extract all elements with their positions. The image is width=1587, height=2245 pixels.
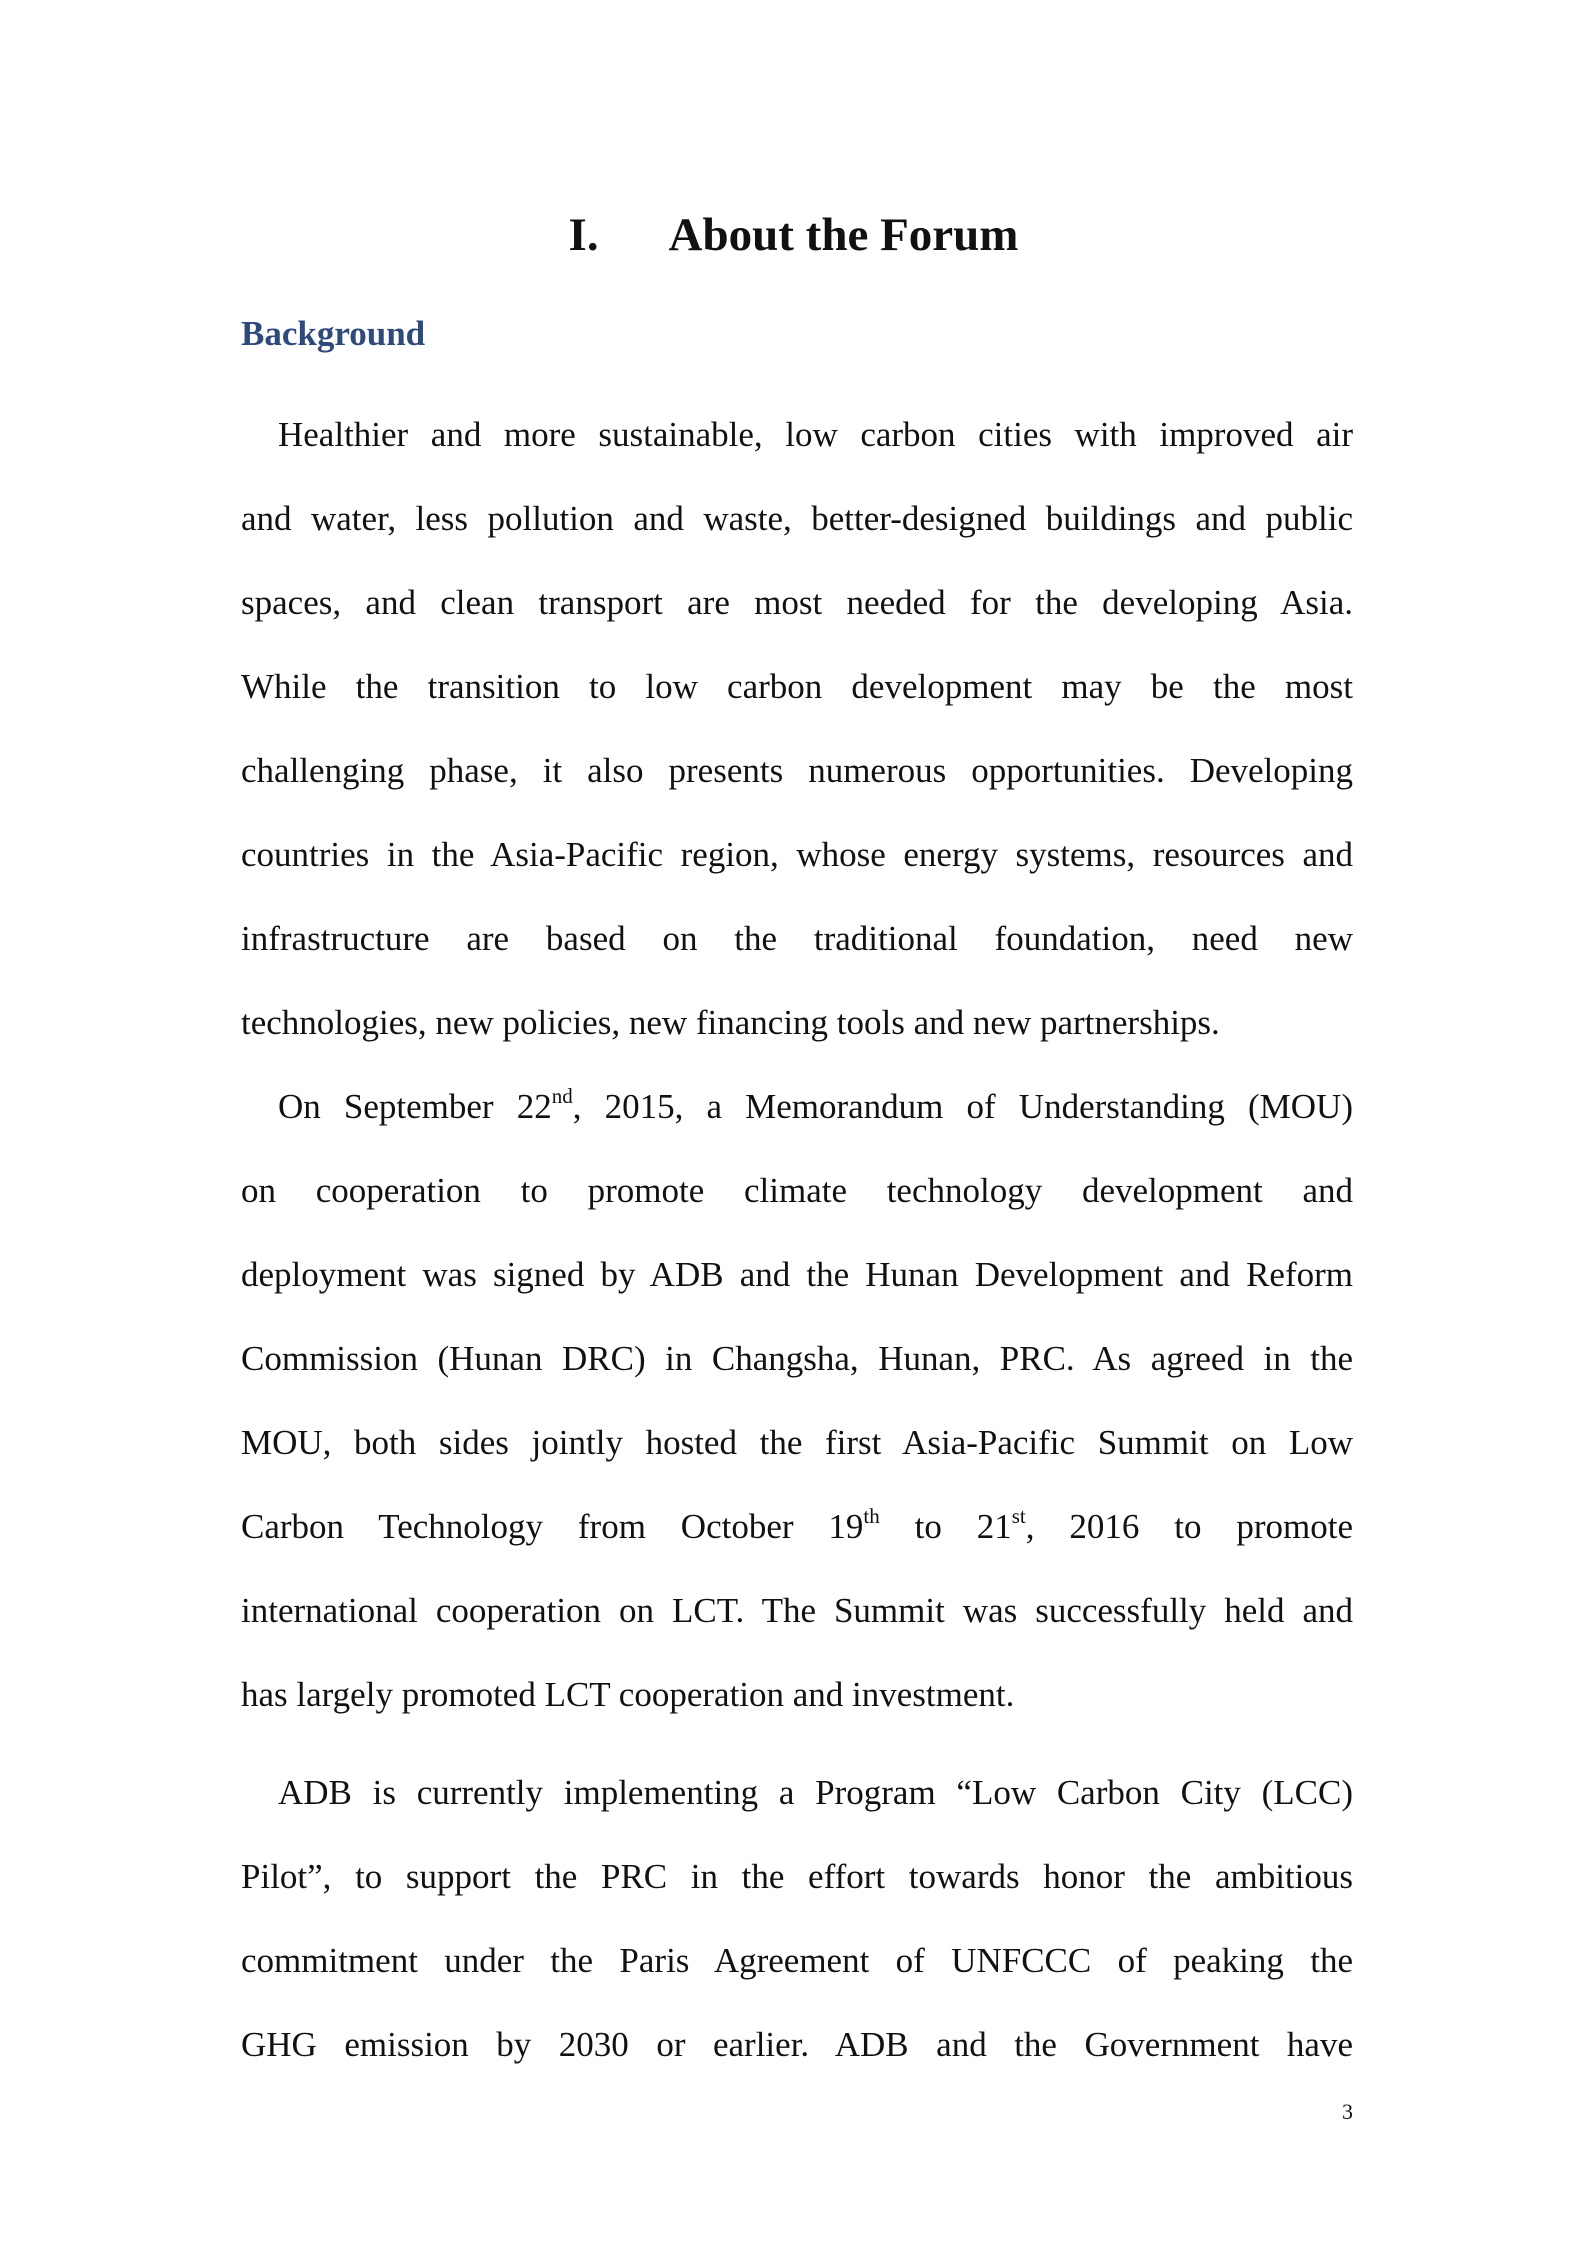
paragraph-line: and water, less pollution and waste, better-designed buildings and public	[241, 499, 1353, 538]
chapter-number: I.	[568, 209, 599, 261]
paragraph-line: countries in the Asia-Pacific region, whose energy systems, resources and	[241, 835, 1353, 874]
paragraph-line: challenging phase, it also presents numerous opportunities. Developing	[241, 751, 1353, 790]
paragraph-line: spaces, and clean transport are most needed for the developing Asia.	[241, 583, 1353, 622]
paragraph-line: on cooperation to promote climate technology development and	[241, 1171, 1353, 1210]
paragraph-line: infrastructure are based on the traditional foundation, need new	[241, 919, 1353, 958]
paragraph-line: While the transition to low carbon development may be the most	[241, 667, 1353, 706]
paragraph-line: has largely promoted LCT cooperation and investment.	[241, 1675, 1015, 1714]
paragraph-line: Pilot”, to support the PRC in the effort towards honor the ambitious	[241, 1857, 1353, 1896]
chapter-heading	[0, 205, 1587, 265]
paragraph-line: Carbon Technology from October 19th to 21st, 2016 to promote	[241, 1504, 1353, 1546]
paragraph-line: technologies, new policies, new financing tools and new partnerships.	[241, 1003, 1220, 1042]
paragraph-line: Healthier and more sustainable, low carbon cities with improved air	[278, 415, 1353, 454]
paragraph-line: MOU, both sides jointly hosted the first Asia-Pacific Summit on Low	[241, 1423, 1353, 1462]
paragraph-line: commitment under the Paris Agreement of UNFCCC of peaking the	[241, 1941, 1353, 1980]
paragraph-line: international cooperation on LCT. The Summit was successfully held and	[241, 1591, 1353, 1630]
paragraph-line: ADB is currently implementing a Program “Low Carbon City (LCC)	[278, 1773, 1353, 1812]
page-number: 3	[1342, 2099, 1353, 2124]
chapter-title: About the Forum	[668, 209, 1019, 261]
paragraph-line: On September 22nd, 2015, a Memorandum of Understanding (MOU)	[278, 1084, 1353, 1126]
paragraph-line: deployment was signed by ADB and the Hunan Development and Reform	[241, 1255, 1353, 1294]
paragraph-line: Commission (Hunan DRC) in Changsha, Hunan, PRC. As agreed in the	[241, 1339, 1353, 1378]
paragraph-line: GHG emission by 2030 or earlier. ADB and the Government have	[241, 2025, 1353, 2064]
section-title: Background	[241, 314, 426, 353]
